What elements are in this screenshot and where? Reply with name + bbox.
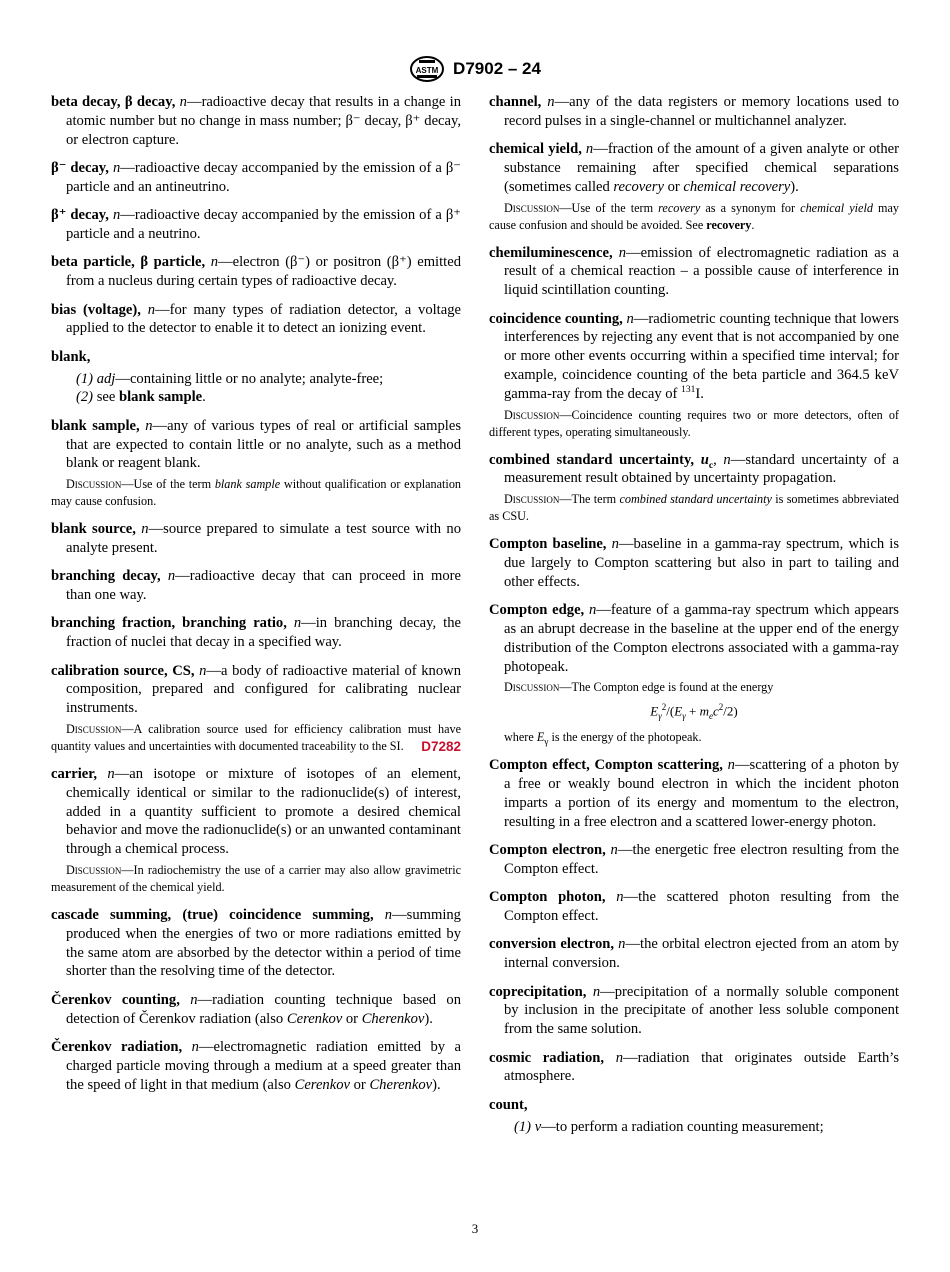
part-of-speech: n bbox=[191, 1039, 199, 1056]
term: β⁻ decay, bbox=[51, 159, 109, 176]
part-of-speech: n bbox=[547, 94, 555, 110]
term: blank source, bbox=[51, 521, 136, 538]
page-number: 3 bbox=[471, 1221, 479, 1236]
part-of-speech: n bbox=[210, 254, 219, 271]
definition: —standard uncertainty of a measurement result obtained by uncertainty propagation. bbox=[504, 451, 900, 487]
entry-compton-photon bbox=[489, 888, 899, 926]
part-of-speech: n bbox=[618, 936, 626, 953]
alt-spelling: Cerenkov bbox=[294, 1076, 350, 1093]
definition: —radiation counting technique based on detection of Čerenkov radiation (also bbox=[66, 991, 462, 1027]
term: count, bbox=[489, 1096, 528, 1113]
punctuation: . bbox=[751, 217, 755, 232]
definition: —precipitation of a normally soluble component by inclusion in the precipitate of another less soluble component from the same solution. bbox=[504, 983, 899, 1038]
definition: —the energetic free electron resulting from the Compton effect. bbox=[504, 842, 899, 877]
definition: —the orbital electron ejected from an atom by internal conversion. bbox=[504, 936, 899, 972]
compton-edge-formula bbox=[489, 702, 899, 721]
definition: —a body of radioactive material of known composition, prepared and configured for calibrating nuclear instruments. bbox=[66, 662, 461, 717]
blank-sense-2 bbox=[51, 388, 461, 407]
discussion-emphasis: chemical yield bbox=[800, 200, 873, 215]
term: blank, bbox=[51, 348, 91, 365]
entry-compton-baseline bbox=[489, 535, 899, 591]
entry-beta-decay bbox=[51, 93, 461, 149]
formula-subscript: γ bbox=[544, 737, 549, 748]
alt-spelling: Cerenkov bbox=[286, 1010, 343, 1027]
definition: —scattering of a photon by a free or weakly bound electron in which the incident photon imparts a portion of its energy and momentum to the electron, resulting in a free electron and a scattered lower-energy photon. bbox=[504, 757, 899, 830]
discussion-text: —The Compton edge is found at the energy bbox=[559, 680, 774, 695]
formula-exponent: 2 bbox=[661, 702, 667, 713]
term: Čerenkov counting, bbox=[51, 991, 180, 1008]
term: cascade summing, (true) coincidence summing, bbox=[51, 907, 374, 924]
part-of-speech: n bbox=[626, 310, 634, 327]
formula-symbol: E bbox=[650, 703, 659, 719]
definition: —the scattered photon resulting from the Compton effect. bbox=[504, 889, 899, 924]
part-of-speech: n bbox=[199, 662, 207, 679]
part-of-speech: n bbox=[611, 536, 619, 553]
entry-blank-sample bbox=[51, 417, 461, 473]
formula-exponent: 2 bbox=[718, 702, 724, 713]
discussion-label: Discussion bbox=[66, 477, 122, 492]
entry-calibration-source bbox=[51, 662, 461, 718]
entry-cascade-summing bbox=[51, 906, 461, 981]
term: coincidence counting, bbox=[489, 310, 623, 327]
conjunction: or bbox=[663, 178, 684, 195]
definition: —emission of electromagnetic radiation as a result of a chemical reaction – a possible cause of interference in liquid scintillation counting. bbox=[504, 244, 899, 299]
definition: —summing produced when the energies of two or more radiations emitted by the same atom are absorbed by the detector within a period of time shorter than the resolving time of the detector. bbox=[66, 907, 461, 980]
part-of-speech: n bbox=[112, 207, 121, 224]
term: branching decay, bbox=[51, 568, 161, 585]
definition: —to perform a radiation counting measurement; bbox=[541, 1118, 824, 1135]
formula-operator: /2) bbox=[723, 703, 738, 719]
entry-chemical-yield bbox=[489, 140, 899, 196]
part-of-speech: v bbox=[534, 1118, 542, 1135]
term: channel, bbox=[489, 94, 542, 110]
part-of-speech: n bbox=[147, 301, 156, 318]
punctuation: . bbox=[202, 389, 206, 406]
entry-beta-particle bbox=[51, 253, 461, 291]
term: Compton photon, bbox=[489, 889, 606, 906]
conjunction: or bbox=[349, 1076, 370, 1093]
discussion-emphasis: combined standard uncertainty bbox=[619, 492, 772, 507]
formula-operator: + bbox=[685, 703, 700, 719]
conjunction: or bbox=[342, 1010, 362, 1027]
definition: —radiometric counting technique that lowers interferences by rejecting any event that is not accompanied by one or more other events occurring within a specified time interval; for example, coincidence counting of the beta particle and 364.5 keV gamma-ray from the decay of bbox=[504, 310, 899, 402]
term: Compton edge, bbox=[489, 602, 585, 619]
part-of-speech: n bbox=[585, 141, 594, 158]
discussion-combined-standard-uncertainty bbox=[489, 491, 899, 525]
entry-count bbox=[489, 1096, 899, 1115]
discussion-label: Discussion bbox=[66, 863, 122, 878]
term: carrier, bbox=[51, 766, 98, 783]
formula-subscript: γ bbox=[682, 711, 686, 722]
part-of-speech: adj bbox=[96, 370, 116, 387]
cross-reference: blank sample bbox=[118, 389, 203, 406]
part-of-speech: n bbox=[384, 907, 393, 924]
definition: —radioactive decay accompanied by the emission of a β⁻ particle and an antineutrino. bbox=[66, 159, 461, 195]
part-of-speech: n bbox=[145, 417, 153, 434]
entry-beta-minus-decay bbox=[51, 159, 461, 197]
discussion-blank-sample bbox=[51, 476, 461, 510]
alt-spelling: Cherenkov bbox=[369, 1076, 433, 1093]
standard-reference-link[interactable]: D7282 bbox=[421, 739, 461, 755]
entry-branching-fraction bbox=[51, 614, 461, 652]
entry-coincidence-counting bbox=[489, 310, 899, 404]
part-of-speech: n bbox=[293, 615, 302, 632]
discussion-text: —The term bbox=[559, 492, 620, 507]
term: bias (voltage), bbox=[51, 301, 141, 318]
part-of-speech: n bbox=[618, 244, 627, 261]
term: chemiluminescence, bbox=[489, 244, 613, 261]
discussion-chemical-yield bbox=[489, 200, 899, 234]
formula-subscript: γ bbox=[658, 711, 662, 722]
isotope-element: I. bbox=[695, 385, 704, 402]
part-of-speech: n bbox=[610, 842, 618, 859]
svg-text:ASTM: ASTM bbox=[415, 66, 439, 75]
entry-blank-source bbox=[51, 520, 461, 558]
formula-operator: /( bbox=[666, 703, 675, 719]
definition: —baseline in a gamma-ray spectrum, which is due largely to Compton scattering but also in part to tailing and other effects. bbox=[504, 536, 900, 590]
term: combined standard uncertainty, bbox=[489, 451, 695, 468]
punctuation: ). bbox=[424, 1010, 433, 1027]
term: coprecipitation, bbox=[489, 983, 587, 1000]
discussion-text: —In radiochemistry the use of a carrier may also allow gravimetric measurement of the chemical yield. bbox=[51, 863, 461, 895]
punctuation: ). bbox=[790, 178, 799, 195]
symbol: u bbox=[700, 451, 709, 468]
definition: —any of various types of real or artificial samples that are expected to contain little or no analyte, such as a method blank or reagent blank. bbox=[66, 417, 462, 472]
compton-edge-where bbox=[489, 729, 899, 746]
term: beta decay, β decay, bbox=[51, 94, 176, 110]
definition: —an isotope or mixture of isotopes of an element, chemically identical or similar to the radionuclide(s) of interest, added in a quantity sufficient to promote a desired chemical behavior and move the radionuclide(s) or an unwanted contaminant through a chemical process. bbox=[66, 766, 461, 858]
definition: —source prepared to simulate a test source with no analyte present. bbox=[66, 521, 461, 556]
blank-sense-1 bbox=[51, 370, 461, 389]
term: cosmic radiation, bbox=[489, 1049, 605, 1066]
entry-compton-electron bbox=[489, 841, 899, 879]
discussion-emphasis: recovery bbox=[658, 200, 701, 215]
part-of-speech: n bbox=[727, 757, 735, 774]
part-of-speech: n bbox=[112, 159, 121, 176]
count-sense-1 bbox=[489, 1118, 899, 1137]
term: Compton baseline, bbox=[489, 536, 607, 553]
cross-reference: recovery bbox=[706, 217, 752, 232]
part-of-speech: n bbox=[723, 451, 731, 468]
document-id: D7902 – 24 bbox=[453, 59, 541, 78]
part-of-speech: n bbox=[592, 983, 601, 1000]
sense-number: (2) bbox=[76, 389, 94, 406]
discussion-coincidence-counting bbox=[489, 407, 899, 441]
symbol-subscript: c bbox=[708, 460, 714, 471]
emphasis: chemical recovery bbox=[683, 178, 791, 195]
entry-blank bbox=[51, 348, 461, 367]
entry-carrier bbox=[51, 765, 461, 859]
part-of-speech: n bbox=[141, 521, 149, 538]
discussion-carrier bbox=[51, 862, 461, 896]
definition: —radioactive decay accompanied by the emission of a β⁺ particle and a neutrino. bbox=[66, 207, 461, 242]
see-text: see bbox=[96, 389, 116, 406]
definition: —any of the data registers or memory locations used to record pulses in a single-channel or multichannel analyzer. bbox=[504, 94, 899, 129]
term: branching fraction, branching ratio, bbox=[51, 615, 287, 632]
term: beta particle, β particle, bbox=[51, 254, 206, 271]
part-of-speech: n bbox=[616, 889, 624, 906]
where-text: where bbox=[504, 730, 537, 745]
part-of-speech: n bbox=[167, 568, 176, 585]
definition: —radioactive decay that results in a change in atomic number but no change in mass number; β⁻ decay, β⁺ decay, or electron capture. bbox=[66, 94, 461, 148]
punctuation: ). bbox=[432, 1076, 441, 1093]
discussion-emphasis: blank sample bbox=[214, 477, 281, 492]
entry-bias-voltage bbox=[51, 301, 461, 339]
page-header bbox=[0, 56, 950, 82]
entry-cosmic-radiation bbox=[489, 1049, 899, 1087]
definition: —feature of a gamma-ray spectrum which appears as an abrupt decrease in the baseline at the upper end of the energy distribution of the Compton electrons associated with a gamma-ray photopeak. bbox=[504, 602, 899, 675]
alt-spelling: Cherenkov bbox=[361, 1010, 425, 1027]
discussion-compton-edge bbox=[489, 679, 899, 696]
part-of-speech: n bbox=[179, 94, 187, 110]
sense-number: (1) bbox=[76, 370, 94, 387]
entry-conversion-electron bbox=[489, 935, 899, 973]
term: Compton effect, Compton scattering, bbox=[489, 757, 723, 774]
right-column bbox=[489, 93, 899, 1136]
discussion-text: may cause confusion and should be avoided. See bbox=[489, 200, 899, 232]
term: calibration source, CS, bbox=[51, 662, 195, 679]
discussion-text: as a synonym for bbox=[700, 200, 801, 215]
part-of-speech: n bbox=[589, 602, 597, 619]
discussion-text: —A calibration source used for efficiency calibration must have quantity values and uncertainties with documented traceability to the SI. bbox=[51, 722, 461, 754]
discussion-label: Discussion bbox=[66, 722, 122, 737]
part-of-speech: n bbox=[107, 766, 115, 783]
term: blank sample, bbox=[51, 417, 140, 434]
entry-cerenkov-radiation bbox=[51, 1038, 461, 1094]
definition: —electron (β⁻) or positron (β⁺) emitted from a nucleus during certain types of radioactive decay. bbox=[66, 254, 461, 290]
sense-number: (1) bbox=[514, 1118, 532, 1135]
where-text: is the energy of the photopeak. bbox=[548, 730, 702, 745]
discussion-label: Discussion bbox=[504, 680, 560, 695]
entry-channel bbox=[489, 93, 899, 131]
definition: —containing little or no analyte; analyte-free; bbox=[115, 370, 384, 387]
entry-combined-standard-uncertainty: combined standard uncertainty, $u_c$, n—standard uncertainty of a measurement result obtained by uncertainty propagation. bbox=[489, 451, 900, 487]
formula-symbol: E bbox=[674, 703, 683, 719]
entry-branching-decay bbox=[51, 567, 461, 605]
emphasis: recovery bbox=[613, 178, 664, 195]
entry-beta-plus-decay bbox=[51, 206, 461, 244]
definition: —for many types of radiation detector, a voltage applied to the detector to enable it to detect an ionizing event. bbox=[66, 301, 461, 337]
definition: —radioactive decay that can proceed in more than one way. bbox=[66, 568, 461, 604]
formula-symbol: c bbox=[712, 703, 719, 719]
term: conversion electron, bbox=[489, 936, 615, 953]
definition: —electromagnetic radiation emitted by a charged particle moving through a medium at a speed greater than the speed of light in that medium (also bbox=[66, 1039, 461, 1093]
discussion-text: —Coincidence counting requires two or more detectors, often of different types, operating simultaneously. bbox=[489, 407, 899, 439]
definition: —fraction of the amount of a given analyte or other substance remaining after specified chemical separations (sometimes called bbox=[504, 141, 899, 195]
formula-symbol: m bbox=[699, 703, 709, 719]
term: Compton electron, bbox=[489, 842, 606, 859]
definition: —radiation that originates outside Earth’s atmosphere. bbox=[504, 1049, 899, 1085]
entry-coprecipitation bbox=[489, 983, 899, 1039]
discussion-text: —Use of the term bbox=[121, 477, 215, 492]
discussion-label: Discussion bbox=[504, 492, 560, 507]
left-column bbox=[51, 93, 461, 1104]
isotope-mass-number: 131 bbox=[681, 384, 696, 395]
discussion-text: —Use of the term bbox=[559, 200, 659, 215]
formula-symbol: E bbox=[536, 730, 545, 745]
entry-cerenkov-counting bbox=[51, 991, 461, 1029]
part-of-speech: n bbox=[190, 991, 198, 1008]
astm-logo-icon bbox=[409, 56, 445, 82]
discussion-label: Discussion bbox=[504, 200, 560, 215]
discussion-label: Discussion bbox=[504, 407, 560, 422]
term: Čerenkov radiation, bbox=[51, 1039, 183, 1056]
entry-compton-edge bbox=[489, 601, 899, 676]
discussion-text: without qualification or explanation may cause confusion. bbox=[51, 477, 462, 509]
formula-subscript: e bbox=[708, 711, 713, 722]
entry-chemiluminescence bbox=[489, 244, 899, 300]
definition: —in branching decay, the fraction of nuclei that decay in a specified way. bbox=[66, 615, 461, 651]
discussion-text: is sometimes abbreviated as CSU. bbox=[489, 492, 899, 524]
term: β⁺ decay, bbox=[51, 207, 109, 224]
discussion-calibration-source bbox=[51, 721, 461, 755]
term: chemical yield, bbox=[489, 141, 582, 158]
part-of-speech: n bbox=[615, 1049, 623, 1066]
entry-compton-effect bbox=[489, 756, 899, 831]
